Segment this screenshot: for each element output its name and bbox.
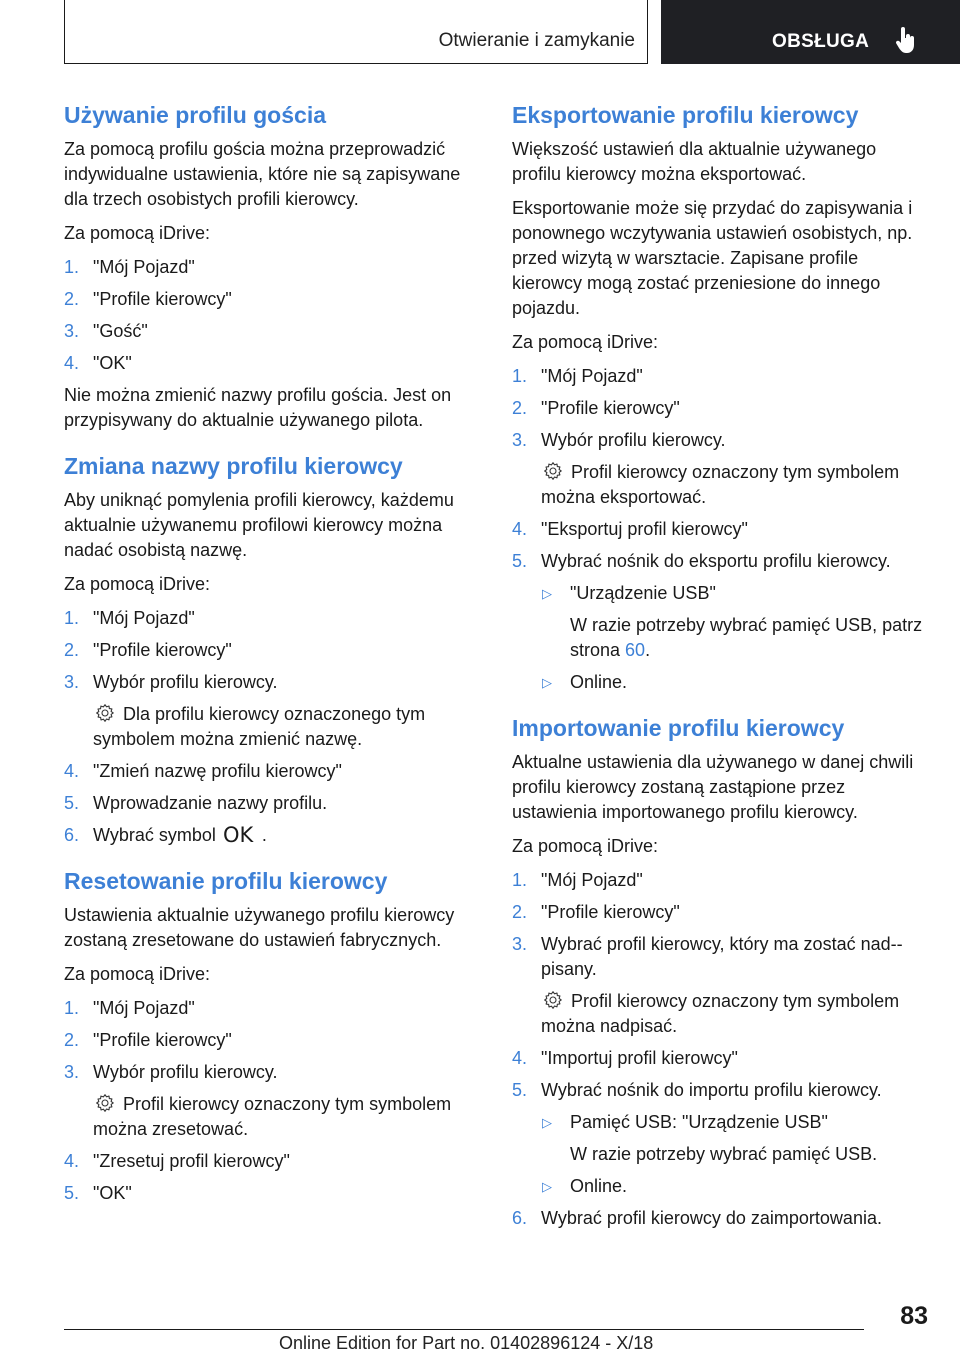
gear-icon (543, 461, 563, 481)
step-number: 2. (64, 289, 80, 309)
step-text: Wprowadzanie nazwy profilu. (93, 793, 328, 813)
triangle-bullet-icon: ▷ (542, 1179, 552, 1194)
paragraph: Za pomocą iDrive: (64, 964, 211, 984)
list-item (64, 1060, 484, 1085)
list-item (64, 791, 484, 816)
step-text: "Importuj profil kierowcy" (541, 1048, 738, 1068)
step-text: "Profile kierowcy" (93, 1030, 232, 1050)
step-text: "Profile kierowcy" (541, 398, 680, 418)
note (64, 702, 484, 752)
step-number: 2. (64, 640, 80, 660)
edition-text: Online Edition for Part no. 01402896124 - X/18 (279, 1333, 654, 1353)
list-item (64, 319, 484, 344)
ok-symbol-text: OK (222, 823, 254, 845)
list-item (64, 1149, 484, 1174)
note-text: Profil kierowcy oznaczony tym symbolem można eksportować. (541, 462, 900, 507)
triangle-bullet-icon: ▷ (542, 586, 552, 601)
left-column (64, 100, 484, 1224)
sub-note-text: W razie potrzeby wybrać pamięć USB, patrz strona (570, 615, 923, 660)
list-item (64, 255, 484, 280)
step-number: 4. (512, 1048, 528, 1068)
section-import-profile (512, 713, 927, 1231)
section-reset-profile (64, 866, 484, 1206)
step-number: 3. (512, 430, 528, 450)
list-item (64, 1181, 484, 1206)
paragraph: Eksportowanie może się przydać do zapisywania i ponownego wczytywania ustawień osobistych, np. przed wizytą w warsztacie. Zapisane profile kierowcy mogą zostać przeniesione do innego pojazdu. (512, 198, 913, 318)
section-tab (661, 0, 960, 64)
sub-list-item (512, 670, 927, 695)
list-item (512, 428, 927, 453)
sub-note-text: W razie potrzeby wybrać pamięć USB. (570, 1144, 878, 1164)
section-label: OBSŁUGA (772, 31, 870, 52)
step-number: 3. (512, 934, 528, 954)
gear-icon (95, 1093, 115, 1113)
section-export-profile (512, 100, 927, 695)
sub-item-text: Online. (570, 672, 628, 692)
step-number: 1. (64, 257, 80, 277)
list-item (64, 606, 484, 631)
sub-note-end: . (645, 640, 651, 660)
step-number: 4. (64, 1151, 80, 1171)
step-text: "Profile kierowcy" (93, 289, 232, 309)
list-item (512, 900, 927, 925)
note-text: Profil kierowcy oznaczony tym symbolem można zresetować. (93, 1094, 452, 1139)
paragraph: Nie można zmienić nazwy profilu gościa. Jest on przypisywany do aktualnie używanego pilota. (64, 385, 452, 430)
step-number: 5. (64, 793, 80, 813)
step-number: 3. (64, 672, 80, 692)
step-number: 5. (512, 551, 528, 571)
step-text: Wybrać profil kierowcy do zaimportowania. (541, 1208, 882, 1228)
step-text: "Gość" (93, 321, 148, 341)
paragraph: Aktualne ustawienia dla używanego w danej chwili profilu kierowcy zostaną zastąpione przez ustawienia importowanego profilu kierowcy. (512, 752, 914, 822)
step-text: "Profile kierowcy" (93, 640, 232, 660)
step-number: 1. (512, 366, 528, 386)
sub-list-item (512, 581, 927, 606)
list-item (64, 638, 484, 663)
step-number: 2. (512, 398, 528, 418)
sub-note (512, 613, 927, 663)
sub-note (512, 1142, 927, 1167)
heading-import-profile: Importowanie profilu kierowcy (512, 715, 845, 741)
right-column (512, 100, 927, 1249)
list-item (512, 364, 927, 389)
step-number: 4. (512, 519, 528, 539)
list-item (512, 517, 927, 542)
sub-item-text: Pamięć USB: "Urządzenie USB" (570, 1112, 828, 1132)
chapter-title-box (64, 0, 648, 64)
note-text: Dla profilu kierowcy oznaczonego tym symbolem można zmienić nazwę. (93, 704, 426, 749)
heading-reset-profile: Resetowanie profilu kierowcy (64, 868, 388, 894)
step-number: 3. (64, 321, 80, 341)
list-item (512, 549, 927, 574)
step-text: "Mój Pojazd" (541, 366, 643, 386)
list-item (64, 351, 484, 376)
step-number: 5. (512, 1080, 528, 1100)
page-reference-link[interactable]: 60 (625, 640, 646, 660)
step-text: "Profile kierowcy" (541, 902, 680, 922)
sub-item-text: "Urządzenie USB" (570, 583, 716, 603)
chapter-title: Otwieranie i zamykanie (438, 30, 635, 51)
step-number: 5. (64, 1183, 80, 1203)
step-text: "Mój Pojazd" (93, 608, 195, 628)
footer-divider (64, 1329, 864, 1330)
note (64, 1092, 484, 1142)
triangle-bullet-icon: ▷ (542, 675, 552, 690)
step-text: "Mój Pojazd" (93, 257, 195, 277)
list-item (512, 932, 927, 982)
step-text: Wybór profilu kierowcy. (541, 430, 726, 450)
step-number: 4. (64, 353, 80, 373)
step-text: Wybór profilu kierowcy. (93, 672, 278, 692)
heading-rename-profile: Zmiana nazwy profilu kierowcy (64, 453, 403, 479)
paragraph: Za pomocą iDrive: (64, 223, 211, 243)
step-number: 1. (64, 998, 80, 1018)
list-item (64, 823, 484, 848)
list-item (64, 670, 484, 695)
step-number: 3. (64, 1062, 80, 1082)
paragraph: Ustawienia aktualnie używanego profilu kierowcy zostaną zresetowane do ustawień fabrycznych. (64, 905, 455, 950)
section-rename-profile (64, 451, 484, 848)
list-item (64, 1028, 484, 1053)
heading-export-profile: Eksportowanie profilu kierowcy (512, 102, 859, 128)
list-item (64, 287, 484, 312)
page-header (0, 0, 960, 66)
note (512, 989, 927, 1039)
list-item (512, 1078, 927, 1103)
sub-list-item (512, 1174, 927, 1199)
step-number: 6. (64, 825, 80, 845)
list-item (512, 1206, 927, 1231)
note-text: Profil kierowcy oznaczony tym symbolem można nadpisać. (541, 991, 900, 1036)
sub-item-text: Online. (570, 1176, 628, 1196)
triangle-bullet-icon: ▷ (542, 1115, 552, 1130)
step-text: "OK" (93, 353, 132, 373)
paragraph: Za pomocą profilu gościa można przeprowadzić indywidualne ustawienia, które nie są zapisywane dla trzech osobistych profili kierowcy. (64, 139, 461, 209)
step-text: Wybrać symbol (93, 825, 216, 845)
step-text: Wybrać profil kierowcy, który ma zostać nad-pisany. (541, 934, 903, 979)
paragraph: Za pomocą iDrive: (512, 332, 659, 352)
gear-icon (543, 990, 563, 1010)
step-number: 2. (512, 902, 528, 922)
list-item (512, 1046, 927, 1071)
step-number: 1. (64, 608, 80, 628)
step-text-end: . (261, 825, 267, 845)
step-number: 2. (64, 1030, 80, 1050)
step-text: Wybrać nośnik do eksportu profilu kierowcy. (541, 551, 891, 571)
paragraph: Większość ustawień dla aktualnie używanego profilu kierowcy można eksportować. (512, 139, 877, 184)
list-item (512, 868, 927, 893)
pointing-hand-icon (896, 26, 918, 54)
step-text: "Eksportuj profil kierowcy" (541, 519, 748, 539)
step-text: "Mój Pojazd" (541, 870, 643, 890)
sub-list-item (512, 1110, 927, 1135)
heading-guest-profile: Używanie profilu gościa (64, 102, 326, 128)
step-text: "OK" (93, 1183, 132, 1203)
paragraph: Za pomocą iDrive: (512, 836, 659, 856)
step-text: "Zmień nazwę profilu kierowcy" (93, 761, 342, 781)
list-item (64, 759, 484, 784)
list-item (64, 996, 484, 1021)
step-number: 1. (512, 870, 528, 890)
gear-icon (95, 703, 115, 723)
step-text: "Mój Pojazd" (93, 998, 195, 1018)
section-guest-profile (64, 100, 484, 433)
step-text: Wybór profilu kierowcy. (93, 1062, 278, 1082)
step-text: Wybrać nośnik do importu profilu kierowcy. (541, 1080, 882, 1100)
note (512, 460, 927, 510)
paragraph: Aby uniknąć pomylenia profili kierowcy, każdemu aktualnie używanemu profilowi kierowcy można nadać osobistą nazwę. (64, 490, 454, 560)
ok-symbol-icon (222, 823, 254, 845)
step-number: 4. (64, 761, 80, 781)
page-number: 83 (900, 1302, 928, 1330)
step-number: 6. (512, 1208, 528, 1228)
list-item (512, 396, 927, 421)
paragraph: Za pomocą iDrive: (64, 574, 211, 594)
step-text: "Zresetuj profil kierowcy" (93, 1151, 290, 1171)
